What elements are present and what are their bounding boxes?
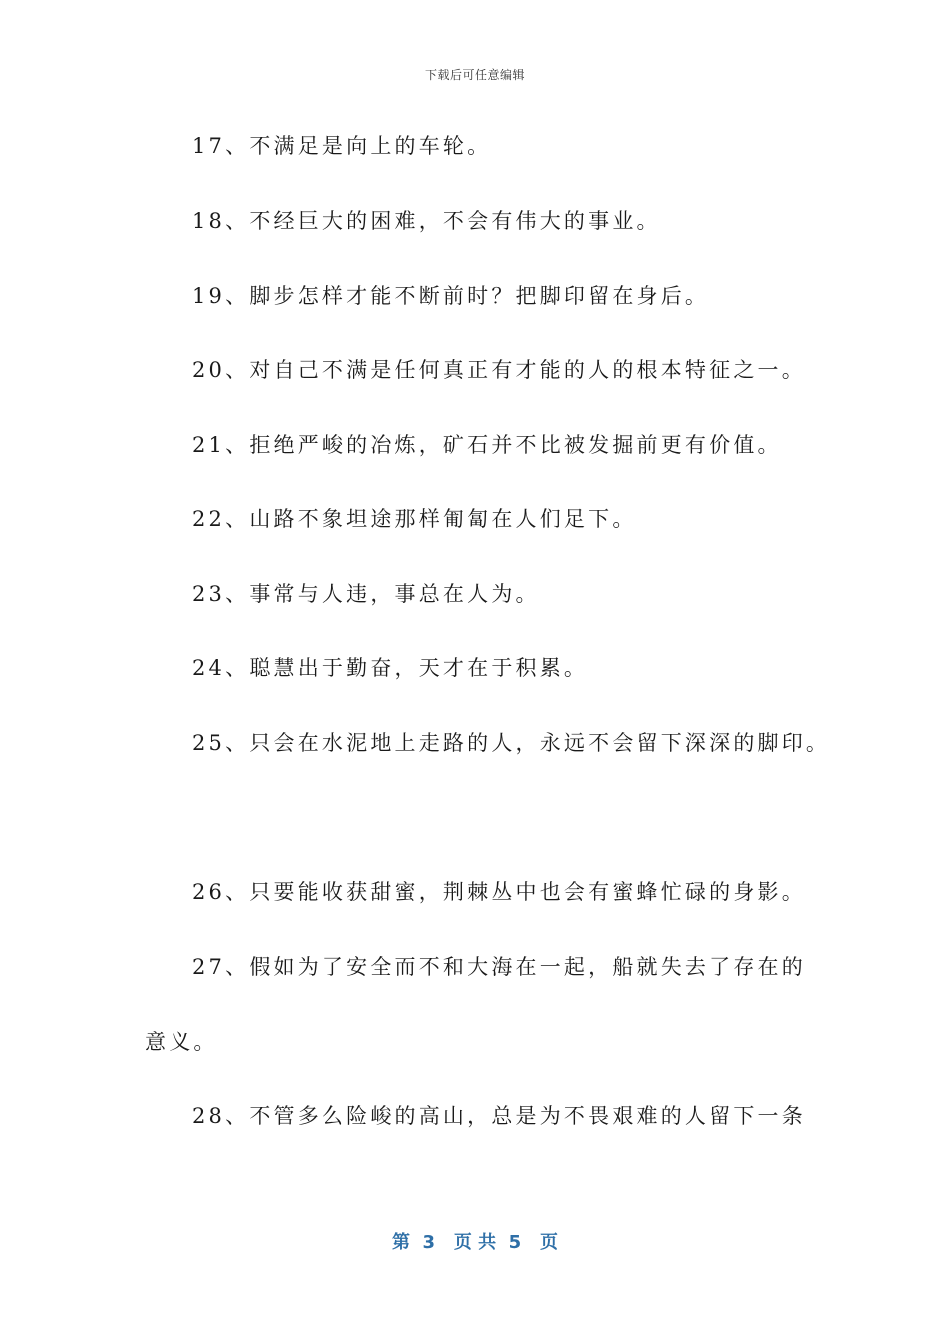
page-number-footer: 第 3 页 共 5 页	[392, 1232, 558, 1253]
text-line: 21、拒绝严峻的冶炼，矿石并不比被发掘前更有价值。	[192, 433, 782, 457]
text-line: 17、不满足是向上的车轮。	[192, 134, 492, 158]
text-line: 28、不管多么险峻的高山，总是为不畏艰难的人留下一条	[192, 1104, 806, 1128]
header-note: 下载后可任意编辑	[424, 68, 525, 82]
text-line: 27、假如为了安全而不和大海在一起，船就失去了存在的	[192, 955, 806, 979]
text-line: 25、只会在水泥地上走路的人，永远不会留下深深的脚印。	[192, 731, 831, 755]
text-line: 20、对自己不满是任何真正有才能的人的根本特征之一。	[192, 358, 806, 382]
text-line: 24、聪慧出于勤奋，天才在于积累。	[192, 656, 589, 680]
text-line-continuation: 意义。	[145, 1030, 218, 1054]
text-line: 19、脚步怎样才能不断前时？把脚印留在身后。	[192, 284, 710, 308]
text-line: 22、山路不象坦途那样匍匐在人们足下。	[192, 507, 637, 531]
text-line: 23、事常与人违，事总在人为。	[192, 582, 540, 606]
text-line: 26、只要能收获甜蜜，荆棘丛中也会有蜜蜂忙碌的身影。	[192, 880, 806, 904]
text-line: 18、不经巨大的困难，不会有伟大的事业。	[192, 209, 661, 233]
